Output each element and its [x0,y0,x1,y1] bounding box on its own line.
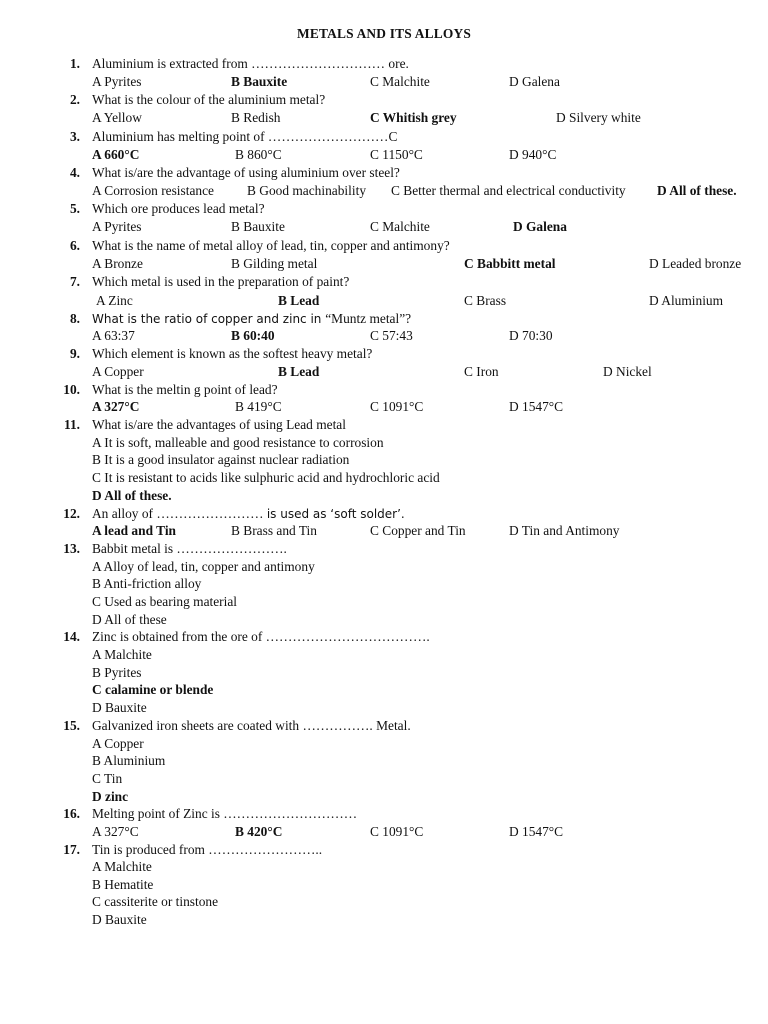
question-text-part: “Muntz metal”? [325,311,412,326]
question-number: 6. [69,238,80,253]
question-number: 8. [69,311,80,326]
option-b: B It is a good insulator against nuclear radiation [92,452,350,467]
option-c: C Tin [92,771,123,786]
option-a: A Zinc [96,293,133,308]
option-c: C Iron [464,364,499,379]
option-d: D 70:30 [509,328,553,343]
option-b: B Anti-friction alloy [92,576,202,591]
option-c-answer: C Babbitt metal [464,256,556,271]
option-a-answer: A lead and Tin [92,523,176,538]
question-text: Tin is produced from …………………….. [92,842,323,857]
option-b-answer: B Lead [278,364,320,379]
option-d: D All of these [92,612,167,627]
option-c: C Used as bearing material [92,594,238,609]
question-text-part: An alloy of …………………… [92,506,267,521]
question-text: Zinc is obtained from the ore of ………………………………. [92,629,430,644]
question-number: 16. [63,806,80,821]
option-a: A Corrosion resistance [92,183,214,198]
option-b: B Gilding metal [231,256,318,271]
option-b: B Pyrites [92,665,142,680]
question-number: 10. [63,382,80,397]
option-d-answer: D Galena [513,219,567,234]
question-text-part: is used as ‘soft solder’. [266,507,405,521]
question-number: 13. [63,541,80,556]
question-text [92,505,405,523]
option-c: C cassiterite or tinstone [92,894,219,909]
question-text: Aluminium has melting point of ………………………C [92,129,398,144]
question-text [92,310,411,328]
question-text: Which element is known as the softest heavy metal? [92,346,373,361]
question-text: What is/are the advantages of using Lead metal [92,417,346,432]
question-text: What is the name of metal alloy of lead, tin, copper and antimony? [92,238,450,253]
option-a-answer: A 327°C [92,399,140,414]
option-d: D 1547°C [509,824,564,839]
option-b: B Bauxite [231,219,285,234]
question-text: Melting point of Zinc is ………………………… [92,806,358,821]
question-number: 4. [69,165,80,180]
option-a: A Copper [92,364,144,379]
question-text: What is the meltin g point of lead? [92,382,278,397]
question-text: Galvanized iron sheets are coated with ……………. Metal. [92,718,411,733]
option-b: B Brass and Tin [231,523,317,538]
option-a: A 63:37 [92,328,135,343]
question-number: 11. [64,417,80,432]
option-d: D Galena [509,74,560,89]
option-b: B Redish [231,110,281,125]
option-d: D 1547°C [509,399,564,414]
question-text: Aluminium is extracted from ………………………… ore. [92,56,409,71]
option-a: A Malchite [92,859,152,874]
option-b-answer: B Lead [278,293,320,308]
question-text: Babbit metal is ……………………. [92,541,287,556]
question-number: 2. [69,92,80,107]
option-d: D Bauxite [92,700,147,715]
option-a: A It is soft, malleable and good resistance to corrosion [92,435,384,450]
question-text: Which ore produces lead metal? [92,201,265,216]
question-text-part: What is the ratio of copper and zinc in [92,312,326,326]
question-number: 17. [63,842,80,857]
question-number: 5. [69,201,80,216]
option-b: B Hematite [92,877,154,892]
option-a-answer: A 660°C [92,147,140,162]
option-c-answer: C Whitish grey [370,110,457,125]
question-number: 7. [69,274,80,289]
option-b-answer: B 420°C [235,824,283,839]
option-b: B Good machinability [247,183,367,198]
option-a: A Bronze [92,256,143,271]
option-a: A Yellow [92,110,142,125]
question-number: 3. [69,129,80,144]
option-c: C Brass [464,293,507,308]
question-number: 1. [69,56,80,71]
option-b-answer: B 60:40 [231,328,275,343]
option-b-answer: B Bauxite [231,74,288,89]
document-title: METALS AND ITS ALLOYS [297,26,471,41]
question-number: 9. [69,346,80,361]
option-a: A Copper [92,736,144,751]
question-text: Which metal is used in the preparation of paint? [92,274,350,289]
option-c: C Malchite [370,219,430,234]
question-text: What is/are the advantage of using aluminium over steel? [92,165,400,180]
option-a: A Pyrites [92,74,142,89]
option-c: C 57:43 [370,328,413,343]
option-d: D 940°C [509,147,557,162]
option-d: D Silvery white [556,110,641,125]
question-text: What is the colour of the aluminium metal? [92,92,326,107]
option-d: D Tin and Antimony [509,523,620,538]
option-b: B Aluminium [92,753,166,768]
option-d: D Nickel [603,364,652,379]
option-d: D Leaded bronze [649,256,742,271]
option-d: D Aluminium [649,293,724,308]
question-number: 15. [63,718,80,733]
option-d-answer: D All of these. [657,183,737,198]
question-number: 12. [63,506,80,521]
option-a: A Alloy of lead, tin, copper and antimony [92,559,315,574]
option-c-answer: C calamine or blende [92,682,214,697]
option-b: B 860°C [235,147,282,162]
option-a: A Malchite [92,647,152,662]
option-c: C It is resistant to acids like sulphuric acid and hydrochloric acid [92,470,440,485]
option-d-answer: D All of these. [92,488,172,503]
option-c: C Malchite [370,74,430,89]
option-c: C 1091°C [370,399,424,414]
option-c: C Better thermal and electrical conductivity [391,183,626,198]
option-b: B 419°C [235,399,282,414]
option-d-answer: D zinc [92,789,129,804]
option-c: C Copper and Tin [370,523,466,538]
option-a: A Pyrites [92,219,142,234]
option-c: C 1150°C [370,147,423,162]
option-d: D Bauxite [92,912,147,927]
question-number: 14. [63,629,80,644]
option-a: A 327°C [92,824,139,839]
option-c: C 1091°C [370,824,424,839]
